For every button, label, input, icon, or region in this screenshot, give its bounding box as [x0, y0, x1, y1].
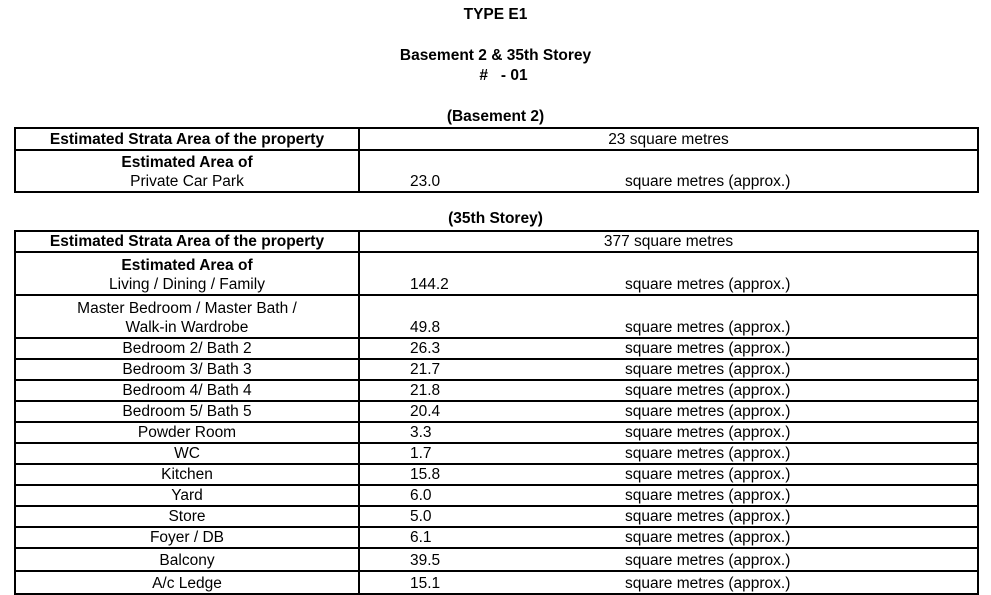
- table-row: [15, 338, 978, 359]
- estimated-area-label: Estimated Area of: [121, 154, 253, 171]
- area-unit: square metres (approx.): [625, 319, 791, 336]
- area-unit: square metres (approx.): [625, 508, 791, 525]
- area-value: 1.7: [410, 445, 432, 462]
- area-name: Living / Dining / Family: [109, 276, 265, 293]
- storey-heading: (35th Storey): [448, 210, 543, 227]
- area-unit: square metres (approx.): [625, 361, 791, 378]
- area-value-cell: [359, 506, 978, 527]
- document-type-title: TYPE E1: [463, 6, 528, 23]
- area-value: 49.8: [410, 319, 441, 336]
- area-value: 26.3: [410, 340, 441, 357]
- area-unit: square metres (approx.): [625, 403, 791, 420]
- strata-row: [15, 128, 978, 150]
- basement-heading: (Basement 2): [446, 108, 545, 125]
- table-row: [15, 571, 978, 594]
- area-value: 3.3: [410, 424, 432, 441]
- area-unit: square metres (approx.): [625, 466, 791, 483]
- table-row: [15, 443, 978, 464]
- area-value: 23.0: [410, 173, 441, 190]
- area-name: A/c Ledge: [15, 571, 359, 594]
- area-unit: square metres (approx.): [625, 276, 791, 293]
- area-value-cell: [359, 359, 978, 380]
- area-name: Bedroom 3/ Bath 3: [15, 359, 359, 380]
- area-name: Private Car Park: [130, 173, 244, 190]
- area-unit: square metres (approx.): [625, 340, 791, 357]
- area-name: Bedroom 2/ Bath 2: [15, 338, 359, 359]
- area-value-cell: [359, 380, 978, 401]
- area-value-cell: [359, 527, 978, 548]
- table-row: [15, 380, 978, 401]
- table-row: [15, 422, 978, 443]
- strata-label: Estimated Strata Area of the property: [15, 128, 359, 150]
- storey-area-table: [14, 230, 979, 595]
- estimated-area-label: Estimated Area of: [121, 257, 253, 274]
- floors-heading: Basement 2 & 35th Storey: [399, 47, 592, 64]
- area-value-cell: [359, 338, 978, 359]
- area-unit: square metres (approx.): [625, 424, 791, 441]
- area-unit: square metres (approx.): [625, 529, 791, 546]
- area-value-cell: [359, 443, 978, 464]
- unit-number: # - 01: [479, 67, 528, 84]
- area-unit: square metres (approx.): [625, 552, 791, 569]
- area-value: 15.8: [410, 466, 441, 483]
- table-row: [15, 464, 978, 485]
- area-value: 15.1: [410, 575, 441, 592]
- area-name: Store: [15, 506, 359, 527]
- area-name-cell: [15, 150, 359, 192]
- area-value-cell: [359, 485, 978, 506]
- area-value: 5.0: [410, 508, 432, 525]
- area-unit: square metres (approx.): [625, 575, 791, 592]
- area-value-cell: [359, 422, 978, 443]
- strata-value: 23 square metres: [359, 128, 978, 150]
- area-name: Powder Room: [15, 422, 359, 443]
- table-row: [15, 548, 978, 571]
- area-name-cell: [15, 252, 359, 295]
- area-value: 6.1: [410, 529, 432, 546]
- area-name: Kitchen: [15, 464, 359, 485]
- area-value-cell: [359, 571, 978, 594]
- area-value: 21.7: [410, 361, 441, 378]
- table-row: [15, 295, 978, 338]
- area-name: Yard: [15, 485, 359, 506]
- strata-row: [15, 231, 978, 252]
- basement-area-table: [14, 127, 979, 193]
- area-unit: square metres (approx.): [625, 445, 791, 462]
- area-value-cell: [359, 401, 978, 422]
- area-value: 6.0: [410, 487, 432, 504]
- area-name-cell: [15, 295, 359, 338]
- table-row: [15, 252, 978, 295]
- table-row: [15, 401, 978, 422]
- area-value: 39.5: [410, 552, 441, 569]
- area-unit: square metres (approx.): [625, 487, 791, 504]
- area-value: 21.8: [410, 382, 441, 399]
- area-value-cell: [359, 150, 978, 192]
- area-value: 20.4: [410, 403, 441, 420]
- table-row: [15, 485, 978, 506]
- area-value: 144.2: [410, 276, 449, 293]
- area-name: WC: [15, 443, 359, 464]
- area-value-cell: [359, 252, 978, 295]
- area-value-cell: [359, 548, 978, 571]
- area-name-line1: Master Bedroom / Master Bath /: [77, 300, 297, 317]
- area-name: Bedroom 5/ Bath 5: [15, 401, 359, 422]
- table-row: [15, 527, 978, 548]
- area-name: Foyer / DB: [15, 527, 359, 548]
- table-row: [15, 506, 978, 527]
- table-row: [15, 359, 978, 380]
- area-name: Walk-in Wardrobe: [125, 319, 249, 336]
- area-name: Balcony: [15, 548, 359, 571]
- strata-label: Estimated Strata Area of the property: [15, 231, 359, 252]
- area-name: Bedroom 4/ Bath 4: [15, 380, 359, 401]
- table-row: [15, 150, 978, 192]
- area-value-cell: [359, 295, 978, 338]
- strata-value: 377 square metres: [359, 231, 978, 252]
- area-unit: square metres (approx.): [625, 173, 791, 190]
- area-value-cell: [359, 464, 978, 485]
- area-unit: square metres (approx.): [625, 382, 791, 399]
